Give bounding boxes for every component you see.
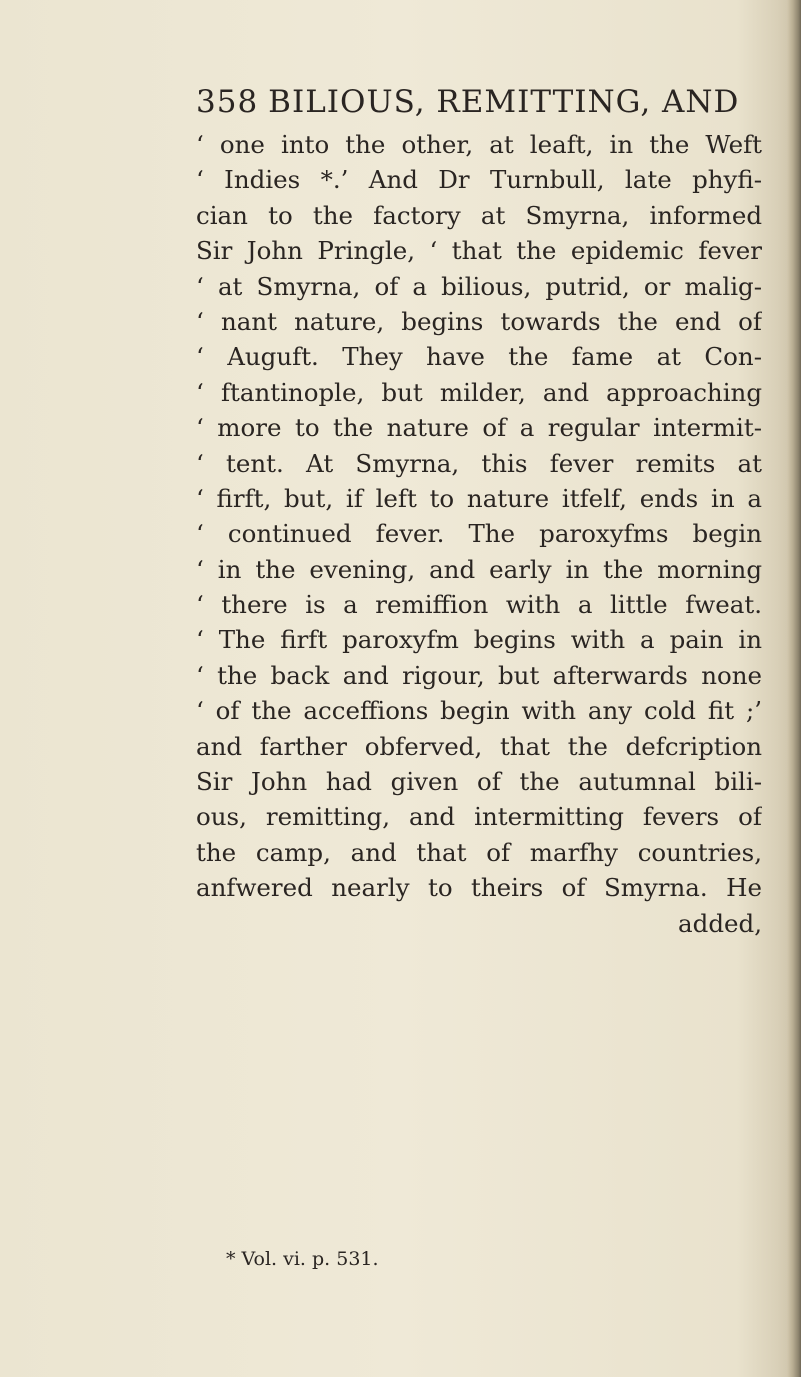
running-title: BILIOUS, REMITTING, AND xyxy=(268,84,740,120)
text-line: ‘ at Smyrna, of a bilious, putrid, or malig- xyxy=(196,271,762,301)
text-line: ‘ there is a remiffion with a little fweat. xyxy=(196,590,762,620)
text-line: ‘ the back and rigour, but afterwards none xyxy=(196,660,762,690)
text-line: ‘ nant nature, begins towards the end of xyxy=(196,306,762,336)
footnote: * Vol. vi. p. 531. xyxy=(226,1248,379,1270)
text-line: ‘ tent. At Smyrna, this fever remits at xyxy=(196,448,762,478)
text-line: ‘ of the acceffions begin with any cold fit ;’ xyxy=(196,696,762,726)
text-line: cian to the factory at Smyrna, informed xyxy=(196,200,762,230)
text-line: Sir John had given of the autumnal bili- xyxy=(196,767,762,797)
text-line: ‘ The firft paroxyfm begins with a pain in xyxy=(196,625,762,655)
text-line: ‘ continued fever. The paroxyfms begin xyxy=(196,519,762,549)
catchword: added, xyxy=(678,908,762,938)
page-edge-shadow xyxy=(787,0,801,1377)
page-number: 358 xyxy=(196,84,259,120)
text-line: ‘ more to the nature of a regular intermit- xyxy=(196,413,762,443)
text-line: Sir John Pringle, ‘ that the epidemic fever xyxy=(196,236,762,266)
text-line: ‘ one into the other, at leaft, in the Weft xyxy=(196,130,762,159)
body-text xyxy=(196,127,762,941)
text-line: ‘ ftantinople, but milder, and approaching xyxy=(196,377,762,407)
text-line: ‘ Auguft. They have the fame at Con- xyxy=(196,342,762,372)
text-line: and farther obferved, that the defcription xyxy=(196,731,762,761)
text-line: ‘ firft, but, if left to nature itfelf, ends in a xyxy=(196,483,762,513)
text-line: the camp, and that of marfhy countries, xyxy=(196,837,762,867)
text-line: ‘ in the evening, and early in the morning xyxy=(196,554,762,584)
text-line: anfwered nearly to theirs of Smyrna. He xyxy=(196,873,762,903)
text-line: ‘ Indies *.’ And Dr Turnbull, late phyfi- xyxy=(196,165,762,195)
text-line: ous, remitting, and intermitting fevers of xyxy=(196,802,762,832)
